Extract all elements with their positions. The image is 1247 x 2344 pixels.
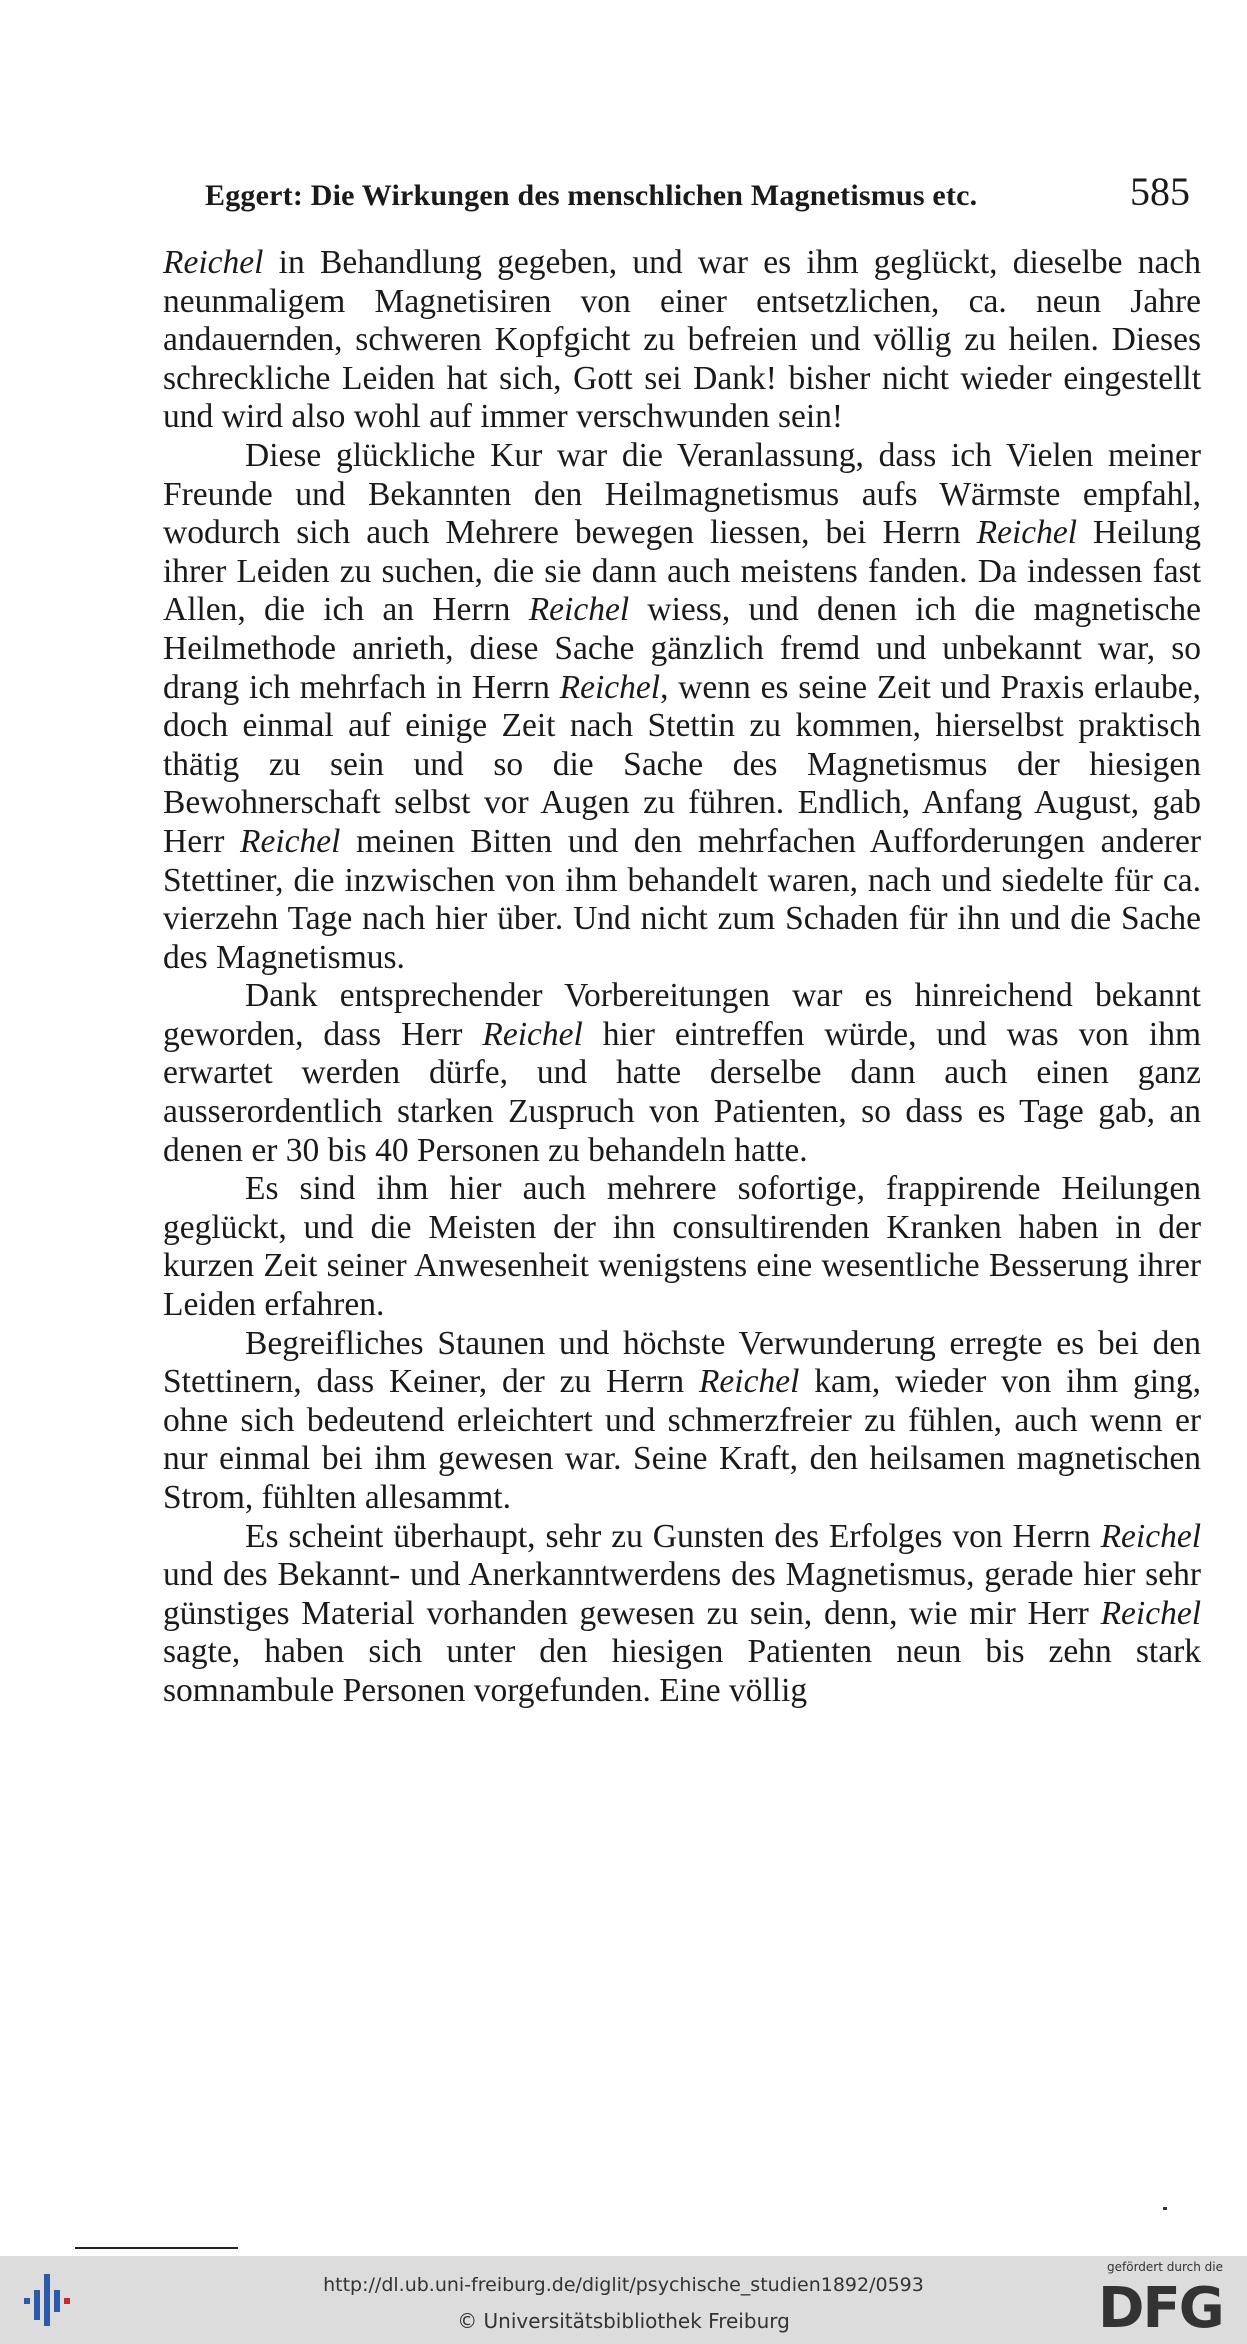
copyright-notice: © Universitätsbibliothek Freiburg: [457, 2309, 790, 2333]
person-name: Reichel: [698, 1363, 800, 1401]
scan-speck: [1163, 2207, 1167, 2210]
person-name: Reichel: [1100, 1517, 1201, 1555]
dfg-logo-icon: DFG: [1098, 2276, 1223, 2341]
paragraph: Dank entsprechender Vorbereitungen war es hinreichend bekannt geworden, dass Herr Reichel hier eintreffen würde, und was von ihm erwartet werden dürfe, und hatte derselbe dann auch einen ganz ausserordentlich starken Zuspruch von Patienten, so dass es Tage gab, an denen er 30 bis 40 Personen zu behandeln hatte.: [163, 977, 1201, 1169]
body-text: [163, 244, 1201, 1711]
source-url-link[interactable]: http://dl.ub.uni-freiburg.de/diglit/psychische_studien1892/0593: [323, 2274, 924, 2296]
paragraph: Reichel in Behandlung gegeben, und war es ihm geglückt, dieselbe nach neunmaligem Magnetisiren von einer entsetzlichen, ca. neun Jahre andauernden, schweren Kopfgicht zu befreien und völlig zu heilen. Dieses schreckliche Leiden hat sich, Gott sei Dank! bisher nicht wieder eingestellt und wird also wohl auf immer verschwunden sein!: [163, 244, 1201, 436]
person-name: Reichel: [976, 514, 1078, 552]
paragraph: Es sind ihm hier auch mehrere sofortige, frappirende Heilungen geglückt, und die Meisten der ihn consultirenden Kranken haben in der kurzen Zeit seiner Anwesenheit wenigstens eine wesentliche Besserung ihrer Leiden erfahren.: [163, 1170, 1201, 1324]
dfg-funding-logo: [1090, 2260, 1240, 2342]
person-name: Reichel: [559, 668, 661, 706]
person-name: Reichel: [482, 1015, 583, 1053]
person-name: Reichel: [240, 822, 341, 860]
paragraph: Diese glückliche Kur war die Veranlassung, dass ich Vielen meiner Freunde und Bekannten den Heilmagnetismus aufs Wärmste empfahl, wodurch sich auch Mehrere bewegen liessen, bei Herrn Reichel Heilung ihrer Leiden zu suchen, die sie dann auch meistens fanden. Da indessen fast Allen, die ich an Herrn Reichel wiess, und denen ich die magnetische Heilmethode anrieth, diese Sache gänzlich fremd und unbekannt war, so drang ich mehrfach in Herrn Reichel, wenn es seine Zeit und Praxis erlaube, doch einmal auf einige Zeit nach Stettin zu kommen, hierselbst praktisch thätig zu sein und so die Sache des Magnetismus der hiesigen Bewohnerschaft selbst vor Augen zu führen. Endlich, Anfang August, gab Herr Reichel meinen Bitten und den mehrfachen Aufforderungen anderer Stettiner, die inzwischen von ihm behandelt waren, nach und siedelte für ca. vierzehn Tage nach hier über. Und nicht zum Schaden für ihn und die Sache des Magnetismus.: [163, 436, 1202, 976]
person-name: Reichel: [163, 244, 264, 281]
running-head: [205, 168, 1190, 215]
person-name: Reichel: [1100, 1594, 1201, 1632]
paragraph: Begreifliches Staunen und höchste Verwunderung erregte es bei den Stettinern, dass Keiner, der zu Herrn Reichel kam, wieder von ihm ging, ohne sich bedeutend erleichtert und schmerzfreier zu fühlen, auch wenn er nur einmal bei ihm gewesen war. Seine Kraft, den heilsamen magnetischen Strom, fühlten allesammt.: [163, 1324, 1201, 1516]
running-title: Eggert: Die Wirkungen des menschlichen Magnetismus etc.: [205, 179, 978, 212]
footnote-rule: [75, 2247, 238, 2249]
paragraph: Es scheint überhaupt, sehr zu Gunsten des Erfolges von Herrn Reichel und des Bekannt- und Anerkanntwerdens des Magnetismus, gerade hier sehr günstiges Material vorhanden gewesen zu sein, denn, wie mir Herr Reichel sagte, haben sich unter den hiesigen Patienten neun bis zehn stark somnambule Personen vorgefunden. Eine völlig: [163, 1517, 1201, 1709]
page-number: 585: [1130, 169, 1190, 214]
person-name: Reichel: [528, 591, 630, 629]
dfg-caption: gefördert durch die: [1107, 2260, 1223, 2274]
